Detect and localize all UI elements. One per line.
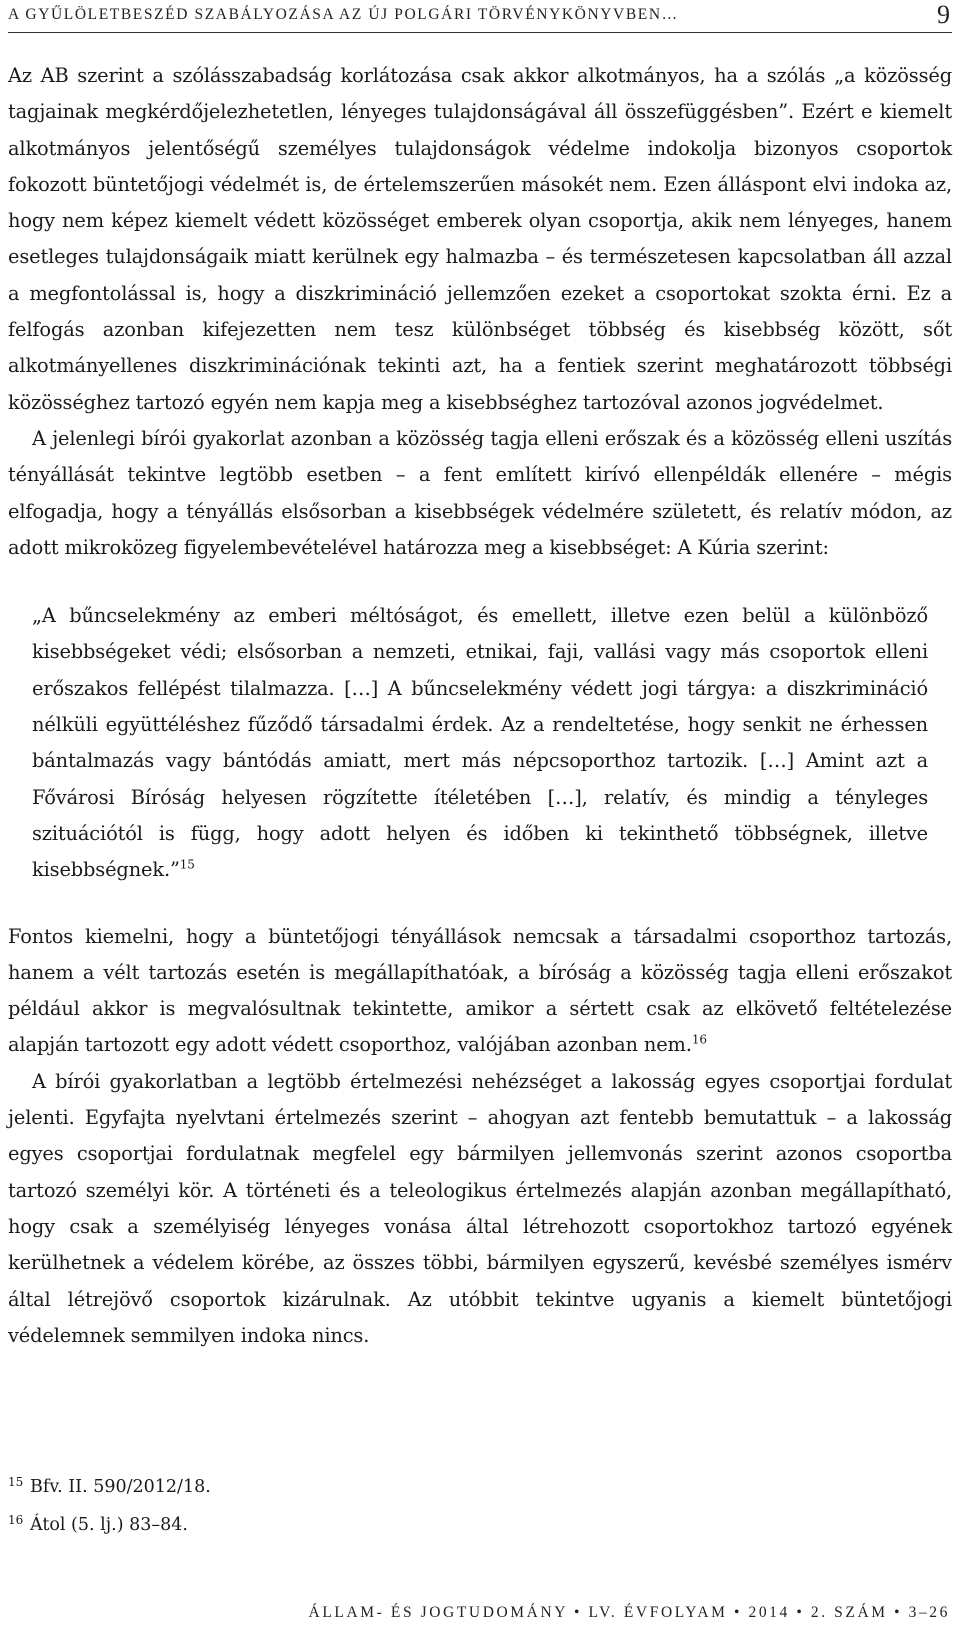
running-header (8, 2, 952, 33)
kuria-quote (32, 598, 928, 888)
quote-text: „A bűncselekmény az emberi méltóságot, és emellett, illetve ezen belül a különböző kisebbségeket védi; elsősorban a nemzeti, etnikai, faji, vallási vagy más csoportok elleni erőszakos fellépést tilalmazza. […] A bűncselekmény védett jogi tárgya: a diszkrimináció nélküli együttéléshez fűződő társadalmi érdek. Az a rendeltetése, hogy senkit ne érhessen bántalmazás vagy bántódás amiatt, mert más népcsoporthoz tartozik. […] Amint azt a Fővárosi Bíróság helyesen rögzítette ítéletében […], relatív, és mindig a tényleges szituációtól is függ, hogy adott helyen és időben ki tekinthető többségnek, illetve kisebbségnek.” (32, 604, 928, 882)
footnote-16 (8, 1504, 952, 1542)
footnote-text: Átol (5. lj.) 83–84. (30, 1515, 188, 1535)
footnote-ref-15: 15 (179, 857, 195, 872)
paragraph-4: A bírói gyakorlatban a legtöbb értelmezési nehézséget a lakosság egyes csoportjai fordulat jelenti. Egyfajta nyelvtani értelmezés szerint – ahogyan azt fentebb bemutattuk – a lakosság egyes csoportjai fordulatnak megfelel egy bármilyen jellemvonás szerint azonos csoportba tartozó személyi kör. A történeti és a teleologikus értelmezés alapján azonban megállapítható, hogy csak a személyiség lényeges vonása által létrehozott csoportokhoz tartozó egyének kerülhetnek a védelem körébe, az összes többi, bármilyen egyszerű, kevésbé személyes ismérv által létrejövő csoportok kizárulnak. Az utóbbit tekintve ugyanis a kiemelt büntetőjogi védelemnek semmilyen indoka nincs. (8, 1069, 952, 1347)
paragraph-2: A jelenlegi bírói gyakorlat azonban a közösség tagja elleni erőszak és a közösség elleni uszítás tényállását tekintve legtöbb esetben – a fent említett kirívó ellenpéldák ellenére – mégis elfogadja, hogy a tényállás elsősorban a kisebbségek védelmére született, és relatív módon, az adott mikroközeg figyelembevételével határozza meg a kisebbséget: A Kúria szerint: (8, 426, 952, 559)
document-page (8, 0, 952, 1639)
page-number: 9 (937, 0, 950, 29)
paragraph-3 (8, 919, 952, 1064)
journal-footer: ÁLLAM- ÉS JOGTUDOMÁNY • LV. ÉVFOLYAM • 2014 • 2. SZÁM • 3–26 (308, 1604, 950, 1621)
footnote-ref-16: 16 (691, 1032, 707, 1047)
footnote-number: 16 (8, 1513, 24, 1527)
paragraph-3-text: Fontos kiemelni, hogy a büntetőjogi tényállások nemcsak a társadalmi csoporthoz tartozás, hanem a vélt tartozás esetén is megállapíthatóak, a bíróság a közösség tagja elleni erőszakot például akkor is megvalósultnak tekintette, amikor a sértett csak az elkövető feltételezése alapján tartozott egy adott védett csoporthoz, valójában azonban nem. (8, 924, 952, 1057)
footnote-text: Bfv. II. 590/2012/18. (30, 1477, 211, 1497)
footnote-number: 15 (8, 1475, 24, 1489)
article-body (8, 58, 952, 1354)
running-title: A GYŰLÖLETBESZÉD SZABÁLYOZÁSA AZ ÚJ POLGÁRI TÖRVÉNYKÖNYVBEN… (8, 6, 679, 23)
paragraph-1: Az AB szerint a szólásszabadság korlátozása csak akkor alkotmányos, ha a szólás „a közösség tagjainak megkérdőjelezhetetlen, lényeges tulajdonságával áll összefüggésben”. Ezért e kiemelt alkotmányos jelentőségű személyes tulajdonságok védelme indokolja bizonyos csoportok fokozott büntetőjogi védelmét is, de értelemszerűen másokét nem. Ezen álláspont elvi indoka az, hogy nem képez kiemelt védett közösséget emberek olyan csoportja, akik nem lényeges, hanem esetleges tulajdonságaik miatt kerülnek egy halmazba – és természetesen kapcsolatban áll azzal a megfontolással is, hogy a diszkrimináció jellemzően ezeket a csoportokat szokta érni. Ez a felfogás azonban kifejezetten nem tesz különbséget többség és kisebbség között, sőt alkotmányellenes diszkriminációnak tekinti azt, ha a fentiek szerint meghatározott többségi közösséghez tartozó egyén nem kapja meg a kisebbséghez tartozóval azonos jogvédelmet. (8, 64, 952, 414)
footnote-15 (8, 1466, 952, 1504)
footnotes (8, 1466, 952, 1542)
